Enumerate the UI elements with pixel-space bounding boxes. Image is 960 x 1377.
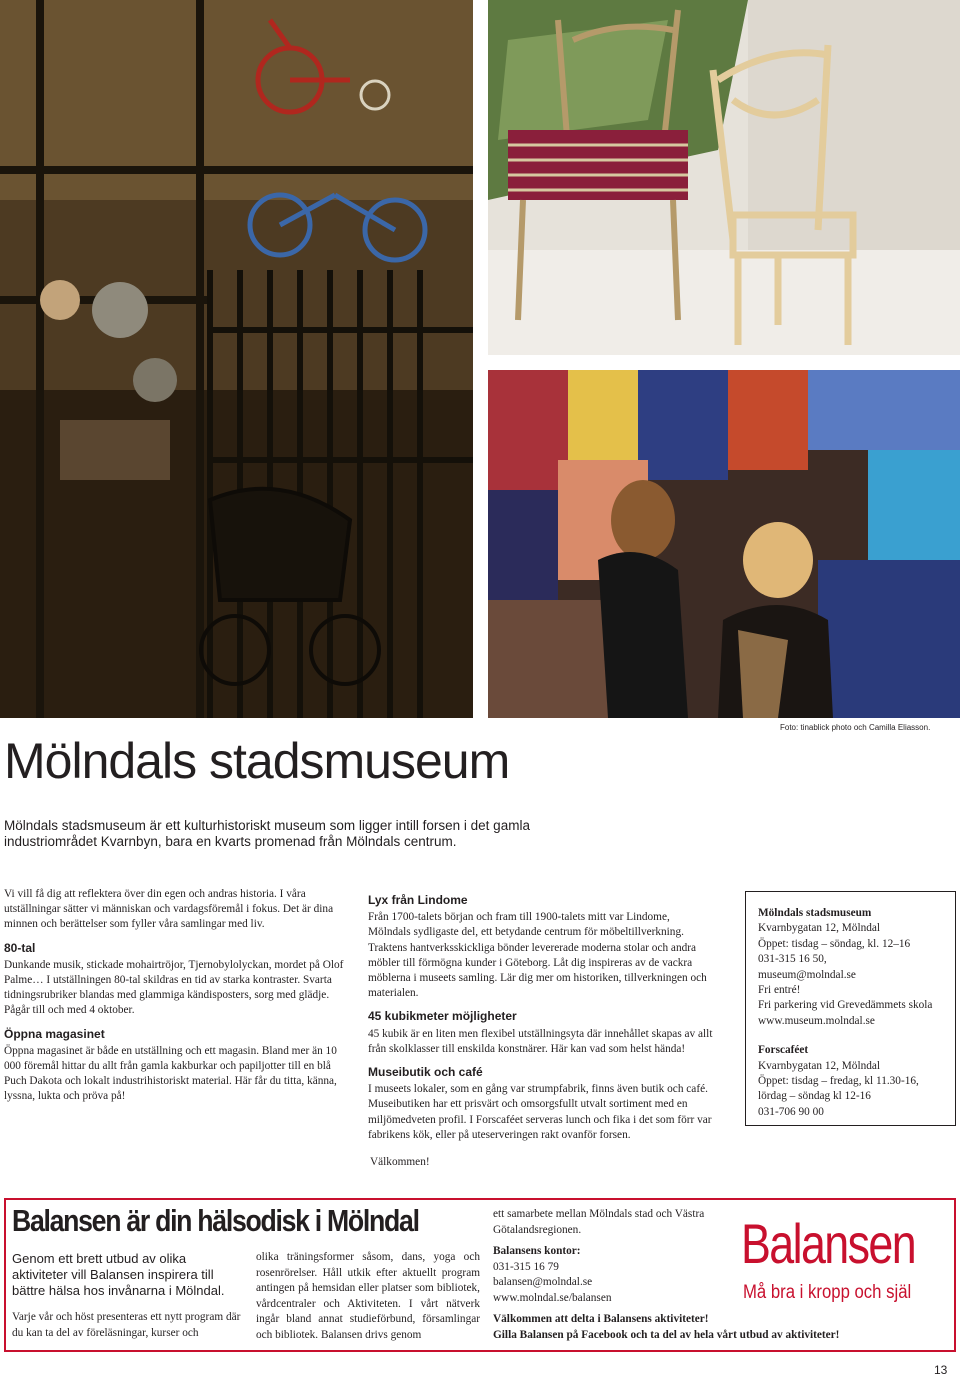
column-middle [368, 893, 714, 1151]
paragraph: Vi vill få dig att reflektera över din egen och andras historia. I våra utställningar sätter vi människan och vardagsföremål i fokus. Det är dina minnen och berättelser som fyller våra samlingar med liv. [4, 888, 334, 931]
balansen-email[interactable]: balansen@molndal.se [493, 1276, 593, 1288]
museum-email[interactable]: museum@molndal.se [758, 968, 856, 981]
cafe-address: Kvarnbygatan 12, Mölndal [758, 1059, 881, 1072]
photo-illustration [488, 0, 960, 355]
column-left [4, 887, 352, 1113]
balansen-collab: ett samarbete mellan Mölndals stad och Västra Götalandsregionen. [493, 1208, 705, 1236]
balansen-welcome [493, 1312, 953, 1343]
photo-credit: Foto: tinablick photo och Camilla Eliasson. [780, 723, 931, 732]
balansen-facebook-line: Gilla Balansen på Facebook och ta del av hela vårt utbud av aktiviteter! [493, 1328, 840, 1341]
museum-title: Mölndals stadsmuseum [758, 907, 872, 919]
balansen-website[interactable]: www.molndal.se/balansen [493, 1291, 612, 1304]
paragraph: Från 1700-talets början och fram till 1900-talets mitt var Lindome, Mölndals sydligaste del, ett betydande centrum för möbeltillverkning. Traktens hantverksskickliga bönder levererade moderna stolar och andra möbler till förmögna kunder i Göteborg. Låt dig inspireras av de vackra möblerna i museets samling. Lär dig mer om historiken, tillverkningen och materialen. [368, 911, 707, 1000]
chairs-photo [488, 0, 960, 355]
paragraph: Öppna magasinet är både en utställning och ett magasin. Bland mer än 10 000 föremål hittar du allt från gamla kakburkar och papiljotter till en blå Puch Dakota och lokalt industrihistoriskt material. Här får du titta, känna, lyssna, lukta och pröva på! [4, 1044, 337, 1103]
balansen-office-title: Balansens kontor: [493, 1245, 581, 1257]
museum-website[interactable]: www.museum.molndal.se [758, 1014, 875, 1027]
balansen-title: Balansen är din hälsodisk i Mölndal [12, 1203, 419, 1238]
exhibition-80tal-photo [488, 370, 960, 718]
cafe-hours-weekday: Öppet: tisdag – fredag, kl 11.30-16, [758, 1075, 919, 1088]
museum-hours: Öppet: tisdag – söndag, kl. 12–16 [758, 937, 911, 950]
welcome-text: Välkommen! [370, 1156, 430, 1168]
photo-illustration [0, 0, 473, 718]
photo-illustration [488, 370, 960, 718]
balansen-paragraph: olika träningsformer såsom, dans, yoga och rosenrörelser. Håll utkik efter aktuellt program antingen på hemsidan eller platser som bibliotek, vårdcentraler och Aktiviteten. I vårt nätverk ingår bland annat studieförbund, församlingar och bibliotek. Balansen drivs genom [256, 1251, 480, 1341]
section-heading: 45 kubikmeter möjligheter [368, 1009, 517, 1024]
section-heading: 80-tal [4, 940, 36, 955]
balansen-phone: 031-315 16 79 [493, 1260, 559, 1273]
balansen-welcome-line: Välkommen att delta i Balansens aktiviteter! [493, 1313, 709, 1325]
section-heading: Museibutik och café [368, 1065, 483, 1080]
museum-free-entry: Fri entré! [758, 984, 801, 997]
museum-photo-left [0, 0, 473, 718]
balansen-contact [493, 1244, 713, 1306]
section-heading: Lyx från Lindome [368, 893, 468, 907]
museum-phone: 031-315 16 50, [758, 953, 827, 966]
paragraph: Dunkande musik, stickade mohairtröjor, Tjernobylolyckan, mordet på Olof Palme… I utställningen 80-tal skildras en tid av starka kontraster. Svarta tidningsrubriker blandas med glammiga kändisposters, sorg med glädje. Pågår till och med 4 oktober. [4, 958, 344, 1017]
intro-text: Mölndals stadsmuseum är ett kulturhistoriskt museum som ligger intill forsen i det gamla industriområdet Kvarnbyn, bara en kvarts promenad från Mölndals centrum. [4, 818, 530, 849]
museum-address: Kvarnbygatan 12, Mölndal [758, 922, 881, 935]
paragraph: I museets lokaler, som en gång var strumpfabrik, finns även butik och café. Museibutiken har ett prisvärt och omsorgsfullt utvalt sortiment med en miljömedveten profil. I Forscaféet serveras lunch och fika i det som förr var fabrikens kök, eller på uteserveringen rakt ovanför forsen. [368, 1083, 712, 1141]
balansen-paragraph: Varje vår och höst presenteras ett nytt program där du kan ta del av föreläsningar, kurser och [12, 1311, 241, 1339]
cafe-phone: 031-706 90 00 [758, 1105, 824, 1118]
balansen-intro: Genom ett brett utbud av olika aktiviteter vill Balansen inspirera till bättre hälsa hos invånarna i Mölndal. [12, 1251, 225, 1298]
section-heading: Öppna magasinet [4, 1026, 105, 1041]
balansen-logo-tagline: Må bra i kropp och själ [743, 1282, 912, 1303]
balansen-logo: Balansen [741, 1212, 916, 1275]
paragraph: 45 kubik är en liten men flexibel utställningsyta där innehållet skapas av allt från skolklasser till enskilda konstnärer. Här kan vad som helst hända! [368, 1027, 713, 1055]
museum-parking: Fri parkering vid Grevedämmets skola [758, 999, 933, 1012]
cafe-hours-weekend: lördag – söndag kl 12-16 [758, 1090, 871, 1103]
info-box [745, 891, 956, 1126]
page-number: 13 [934, 1363, 948, 1377]
page-title: Mölndals stadsmuseum [4, 733, 510, 789]
cafe-title: Forscaféet [758, 1044, 809, 1057]
